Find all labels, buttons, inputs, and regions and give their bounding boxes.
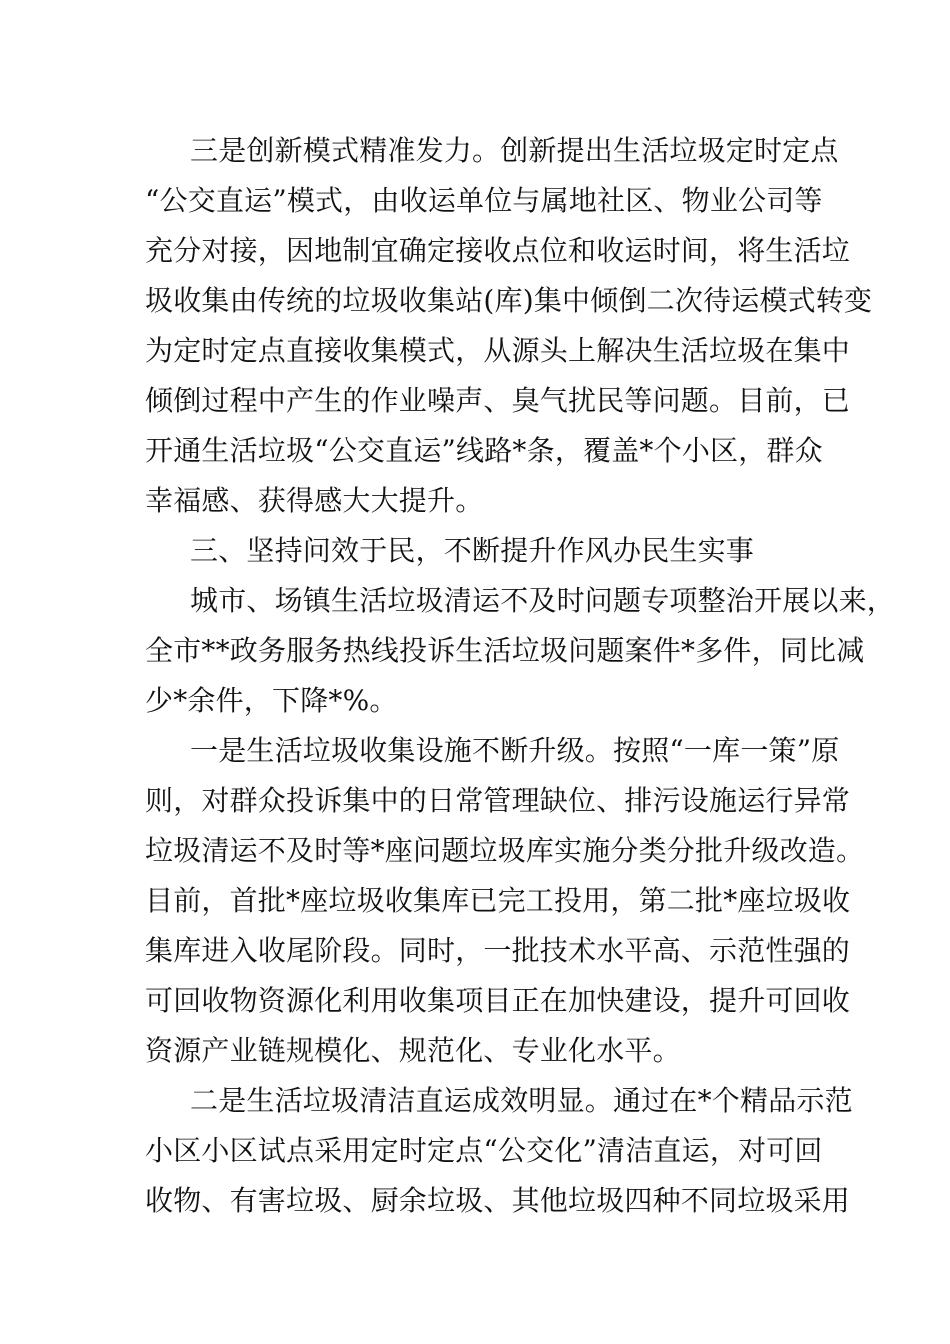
paragraph-facilities-line-2: 则，对群众投诉集中的日常管理缺位、排污设施运行异常 <box>145 784 851 817</box>
paragraph-innovation-line-2: “公交直运”模式，由收运单位与属地社区、物业公司等 <box>145 184 823 217</box>
paragraph-innovation-line-7: 开通生活垃圾“公交直运”线路*条，覆盖*个小区，群众 <box>145 434 823 467</box>
paragraph-innovation-line-6: 倾倒过程中产生的作业噪声、臭气扰民等问题。目前，已 <box>145 384 851 417</box>
paragraph-facilities-line-7: 资源产业链规模化、规范化、专业化水平。 <box>145 1034 681 1067</box>
paragraph-innovation-line-5: 为定时定点直接收集模式，从源头上解决生活垃圾在集中 <box>145 334 851 367</box>
paragraph-facilities-line-6: 可回收物资源化利用收集项目正在加快建设，提升可回收 <box>145 984 851 1017</box>
paragraph-transport-line-3: 收物、有害垃圾、厨余垃圾、其他垃圾四种不同垃圾采用 <box>145 1184 851 1217</box>
paragraph-facilities-line-1: 一是生活垃圾收集设施不断升级。按照“一库一策”原 <box>190 734 840 767</box>
paragraph-summary-line-1: 城市、场镇生活垃圾清运不及时问题专项整治开展以来， <box>190 584 896 617</box>
paragraph-transport-line-2: 小区小区试点采用定时定点“公交化”清洁直运，对可回 <box>145 1134 823 1167</box>
paragraph-summary-line-3: 少*余件，下降*%。 <box>145 684 398 717</box>
paragraph-innovation-line-3: 充分对接，因地制宜确定接收点位和收运时间，将生活垃 <box>145 234 851 267</box>
paragraph-facilities-line-3: 垃圾清运不及时等*座问题垃圾库实施分类分批升级改造。 <box>145 834 865 867</box>
paragraph-facilities-line-4: 目前，首批*座垃圾收集库已完工投用，第二批*座垃圾收 <box>145 884 851 917</box>
paragraph-transport-line-1: 二是生活垃圾清洁直运成效明显。通过在*个精品示范 <box>190 1084 853 1117</box>
section-heading: 三、坚持问效于民，不断提升作风办民生实事 <box>190 534 755 567</box>
paragraph-summary-line-2: 全市**政务服务热线投诉生活垃圾问题案件*多件，同比减 <box>145 634 865 667</box>
paragraph-innovation-line-4: 圾收集由传统的垃圾收集站(库)集中倾倒二次待运模式转变 <box>145 284 873 317</box>
paragraph-facilities-line-5: 集库进入收尾阶段。同时，一批技术水平高、示范性强的 <box>145 934 851 967</box>
paragraph-innovation-line-1: 三是创新模式精准发力。创新提出生活垃圾定时定点 <box>190 134 839 167</box>
paragraph-innovation-line-8: 幸福感、获得感大大提升。 <box>145 484 484 517</box>
